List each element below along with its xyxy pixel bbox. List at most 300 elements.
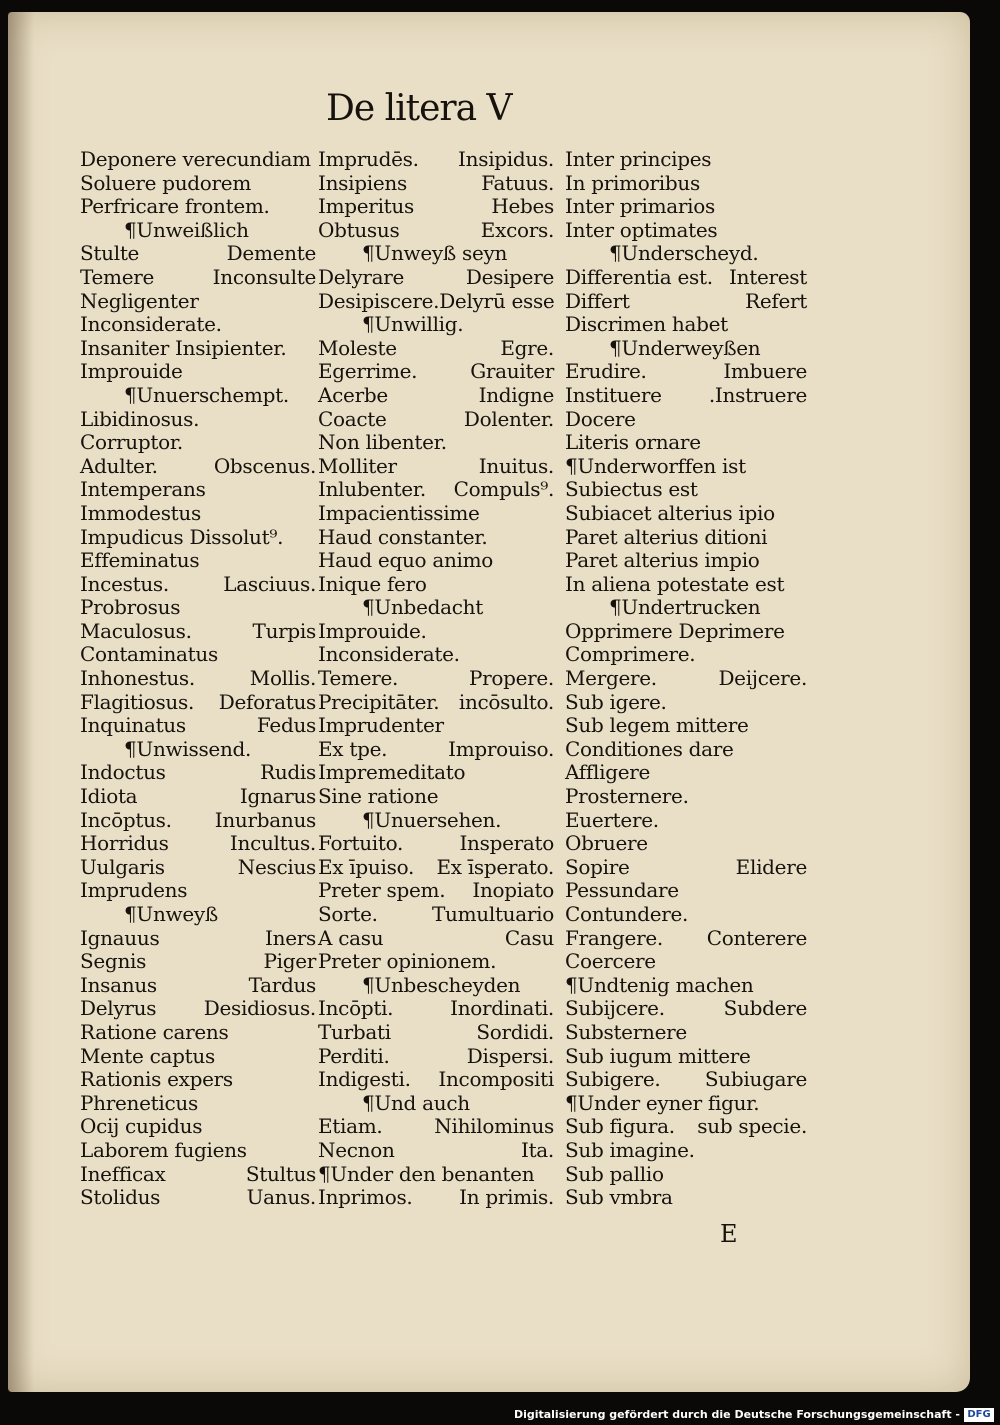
word: Indigne — [478, 382, 554, 407]
text-line — [318, 620, 554, 644]
text-line — [565, 620, 807, 644]
text-line — [318, 408, 554, 432]
word: Inopiato — [472, 878, 554, 903]
text-line — [80, 927, 316, 951]
word: Nihilominus — [434, 1114, 554, 1139]
word: Turpis — [252, 618, 316, 643]
word: Deforatus — [218, 689, 316, 714]
word: Insaniter Insipienter. — [80, 335, 287, 360]
text-line — [318, 667, 554, 691]
text-line — [565, 195, 807, 219]
word: Ex īsperato. — [436, 854, 554, 879]
text-line — [80, 1092, 316, 1116]
text-line — [80, 360, 316, 384]
digitization-credit: Digitalisierung gefördert durch die Deutsche Forschungsgemeinschaft - — [513, 1408, 960, 1421]
text-line — [318, 1115, 554, 1139]
word: Paret alterius ditioni — [565, 524, 768, 549]
word: Preter spem. — [318, 878, 446, 903]
word: Inefficax — [80, 1161, 166, 1186]
text-line — [318, 1045, 554, 1069]
word: Inlubenter. — [318, 477, 426, 502]
word: A casu — [318, 925, 384, 950]
word: Desidiosus. — [203, 996, 316, 1021]
word: Inordinati. — [450, 996, 554, 1021]
word: Differt — [565, 288, 630, 313]
text-line — [565, 950, 807, 974]
text-line — [318, 1068, 554, 1092]
word: Dolenter. — [463, 406, 554, 431]
word: Inuitus. — [478, 453, 554, 478]
text-line — [565, 832, 807, 856]
word: Segnis — [80, 949, 147, 974]
word: ¶Unweißlich — [124, 217, 249, 242]
text-line — [80, 761, 316, 785]
text-line — [318, 337, 554, 361]
word: ¶Und auch — [362, 1090, 470, 1115]
word: Libidinosus. — [80, 406, 200, 431]
text-line — [318, 856, 554, 880]
word: Non libenter. — [318, 430, 447, 455]
section-heading — [318, 809, 554, 833]
word: Imbuere — [723, 359, 807, 384]
word: sub specie. — [697, 1114, 807, 1139]
word: Stolidus — [80, 1185, 161, 1210]
text-line — [318, 643, 554, 667]
word: Insipidus. — [458, 147, 554, 171]
text-line — [318, 455, 554, 479]
text-line — [318, 997, 554, 1021]
text-line — [565, 856, 807, 880]
word: Stultus — [245, 1161, 316, 1186]
word: Precipitāter. — [318, 689, 440, 714]
text-line — [565, 313, 807, 337]
dfg-logo: DFG — [964, 1408, 994, 1422]
word: Subigere. — [565, 1067, 661, 1092]
text-line — [318, 195, 554, 219]
word: Coacte — [318, 406, 387, 431]
word: Inhonestus. — [80, 666, 195, 691]
word: In aliena potestate est — [565, 571, 785, 596]
word: Opprimere Deprimere — [565, 618, 785, 643]
word: ¶Unwissend. — [124, 736, 252, 761]
text-column-middle — [318, 148, 554, 1210]
word: Sorte. — [318, 902, 378, 926]
section-heading — [80, 738, 316, 762]
word: Deijcere. — [718, 666, 807, 691]
text-line — [80, 431, 316, 455]
word: Intemperans — [80, 477, 206, 502]
word: Casu — [504, 925, 554, 950]
word: Elidere — [735, 854, 807, 879]
word: Substernere — [565, 1019, 687, 1044]
text-line — [318, 502, 554, 526]
text-line — [565, 219, 807, 243]
text-line — [565, 1139, 807, 1163]
word: Contundere. — [565, 902, 689, 926]
word: In primoribus — [565, 170, 700, 195]
section-heading — [565, 337, 807, 361]
word: Ita. — [520, 1137, 554, 1162]
text-line — [80, 526, 316, 550]
section-heading — [318, 313, 554, 337]
word: Sopire — [565, 854, 630, 879]
word: Docere — [565, 406, 636, 431]
word: ¶Underworffen ist — [565, 453, 746, 478]
word: Obtusus — [318, 217, 400, 242]
text-line — [80, 1186, 316, 1210]
word: Interest — [729, 264, 807, 289]
word: Desipere — [465, 264, 554, 289]
word: Fortuito. — [318, 831, 404, 856]
word: ¶Underweyßen — [609, 335, 761, 360]
word: Inconsiderate. — [80, 312, 222, 337]
text-line — [80, 242, 316, 266]
text-line — [565, 643, 807, 667]
word: Inique fero — [318, 571, 427, 596]
word: Imprudens — [80, 878, 188, 903]
text-line — [565, 526, 807, 550]
text-line — [80, 856, 316, 880]
word: Ex īpuiso. — [318, 854, 415, 879]
section-heading — [80, 903, 316, 927]
word: Iners — [265, 925, 316, 950]
text-line — [318, 526, 554, 550]
word: Comprimere. — [565, 642, 696, 667]
text-line — [565, 997, 807, 1021]
word: Conditiones dare — [565, 736, 734, 761]
word: Soluere pudorem — [80, 170, 251, 195]
word: Demente — [226, 241, 316, 266]
word: Acerbe — [318, 382, 388, 407]
text-line — [565, 266, 807, 290]
word: ¶Under eyner figur. — [565, 1090, 760, 1115]
text-line — [565, 785, 807, 809]
section-heading — [565, 242, 807, 266]
word: Molliter — [318, 453, 397, 478]
word: Coercere — [565, 949, 656, 974]
text-line — [80, 337, 316, 361]
word: Delyrū esse — [439, 288, 555, 313]
word: Mollis. — [249, 666, 316, 691]
text-line — [80, 1163, 316, 1187]
word: Egre. — [500, 335, 554, 360]
text-line — [318, 172, 554, 196]
text-line — [318, 549, 554, 573]
text-line — [565, 1186, 807, 1210]
word: Piger — [263, 949, 316, 974]
text-line — [565, 667, 807, 691]
text-column-left — [80, 148, 316, 1210]
word: Moleste — [318, 335, 397, 360]
text-line — [565, 927, 807, 951]
word: ¶Unbescheyden — [362, 972, 521, 997]
text-line — [80, 313, 316, 337]
word: Literis ornare — [565, 430, 701, 455]
word: Delyrus — [80, 996, 157, 1021]
word: Incultus. — [229, 831, 316, 856]
word: Maculosus. — [80, 618, 192, 643]
word: Improuide. — [318, 618, 427, 643]
word: Ignarus — [239, 784, 316, 809]
text-line — [80, 290, 316, 314]
word: Temere. — [318, 666, 399, 691]
word: ¶Unuerschempt. — [124, 382, 289, 407]
text-line — [80, 620, 316, 644]
text-line — [80, 478, 316, 502]
word: Subijcere. — [565, 996, 665, 1021]
word: ¶Unweyß seyn — [362, 241, 508, 266]
text-line — [80, 195, 316, 219]
word: Negligenter — [80, 288, 199, 313]
word: Inprimos. — [318, 1185, 413, 1210]
text-line — [80, 691, 316, 715]
word: Insipiens — [318, 170, 407, 195]
word: Impremeditato — [318, 760, 466, 785]
text-line — [318, 148, 554, 172]
word: Turbati — [318, 1019, 391, 1044]
word: Paret alterius impio — [565, 548, 760, 573]
text-line — [565, 809, 807, 833]
text-line — [80, 596, 316, 620]
text-line — [565, 290, 807, 314]
text-line — [318, 360, 554, 384]
word: Laborem fugiens — [80, 1137, 247, 1162]
word: Incōpti. — [318, 996, 394, 1021]
word: Necnon — [318, 1137, 395, 1162]
word: Imperitus — [318, 194, 414, 219]
word: Inurbanus — [214, 807, 316, 832]
text-line — [318, 714, 554, 738]
word: Inquinatus — [80, 713, 186, 738]
word: Sordidi. — [476, 1019, 554, 1044]
word: Uulgaris — [80, 854, 165, 879]
word: Euertere. — [565, 807, 659, 832]
word: Subdere — [723, 996, 807, 1021]
word: Insanus — [80, 972, 157, 997]
text-line — [318, 478, 554, 502]
word: Ex tpe. — [318, 736, 388, 761]
text-line — [80, 832, 316, 856]
word: Rationis expers — [80, 1067, 233, 1092]
text-line — [80, 1115, 316, 1139]
word: Tumultuario — [431, 902, 554, 926]
text-line — [80, 879, 316, 903]
text-line — [80, 266, 316, 290]
text-line — [318, 691, 554, 715]
word: Conterere — [706, 925, 807, 950]
word: Rudis — [260, 760, 316, 785]
word: Differentia est. — [565, 264, 713, 289]
text-line — [565, 1163, 807, 1187]
section-heading — [80, 219, 316, 243]
text-line — [565, 148, 807, 172]
text-line — [318, 266, 554, 290]
word: Indoctus — [80, 760, 166, 785]
word: Inter principes — [565, 147, 712, 171]
text-line — [80, 667, 316, 691]
word: Frangere. — [565, 925, 663, 950]
text-line — [80, 974, 316, 998]
text-line — [565, 478, 807, 502]
section-heading — [318, 974, 554, 998]
word: Prosternere. — [565, 784, 689, 809]
text-line — [318, 1163, 554, 1187]
text-line — [80, 1068, 316, 1092]
word: Improuide — [80, 359, 183, 384]
text-line — [318, 1139, 554, 1163]
word: Refert — [745, 288, 807, 313]
word: Instituere — [565, 382, 662, 407]
word: Ignauus — [80, 925, 160, 950]
word: Probrosus — [80, 595, 181, 620]
word: Hebes — [491, 194, 554, 219]
word: Discrimen habet — [565, 312, 728, 337]
text-line — [565, 360, 807, 384]
section-heading — [318, 1092, 554, 1116]
word: Egerrime. — [318, 359, 418, 384]
word: Inconsiderate. — [318, 642, 460, 667]
word: Impacientissime — [318, 500, 480, 525]
text-line — [565, 1092, 807, 1116]
word: ¶Under den benanten — [318, 1161, 535, 1186]
text-line — [565, 879, 807, 903]
word: Sub figura. — [565, 1114, 675, 1139]
word: Flagitiosus. — [80, 689, 195, 714]
text-line — [80, 997, 316, 1021]
text-line — [565, 903, 807, 927]
word: Improuiso. — [448, 736, 554, 761]
word: Grauiter — [470, 359, 554, 384]
word: Erudire. — [565, 359, 647, 384]
text-line — [318, 832, 554, 856]
section-heading — [565, 596, 807, 620]
word: Preter opinionem. — [318, 949, 497, 974]
word: Nescius — [237, 854, 316, 879]
text-line — [318, 431, 554, 455]
section-heading — [318, 242, 554, 266]
text-line — [318, 290, 554, 314]
word: Imprudēs. — [318, 147, 419, 171]
word: Obscenus. — [213, 453, 316, 478]
text-line — [80, 573, 316, 597]
word: Uanus. — [246, 1185, 316, 1210]
text-line — [80, 455, 316, 479]
text-line — [80, 714, 316, 738]
word: Indigesti. — [318, 1067, 411, 1092]
word: Insperato — [459, 831, 554, 856]
text-line — [318, 903, 554, 927]
word: ¶Unbedacht — [362, 595, 483, 620]
word: Affligere — [565, 760, 651, 785]
word: Immodestus — [80, 500, 201, 525]
word: ¶Underscheyd. — [609, 241, 759, 266]
text-line — [80, 643, 316, 667]
word: ¶Undertrucken — [609, 595, 761, 620]
text-line — [80, 148, 316, 172]
text-line — [318, 573, 554, 597]
word: Inter primarios — [565, 194, 715, 219]
word: Corruptor. — [80, 430, 183, 455]
word: Incōptus. — [80, 807, 172, 832]
text-line — [80, 502, 316, 526]
word: Phreneticus — [80, 1090, 198, 1115]
word: Subiacet alterius ipio — [565, 500, 775, 525]
text-line — [565, 1021, 807, 1045]
text-line — [318, 738, 554, 762]
word: ¶Undtenig machen — [565, 972, 754, 997]
word: Impudicus Dissolut⁹. — [80, 524, 284, 549]
word: .Instruere — [708, 382, 807, 407]
text-line — [565, 714, 807, 738]
text-line — [565, 502, 807, 526]
word: Delyrare — [318, 264, 405, 289]
word: Idiota — [80, 784, 138, 809]
text-line — [565, 691, 807, 715]
text-line — [565, 573, 807, 597]
text-line — [80, 809, 316, 833]
word: Stulte — [80, 241, 140, 266]
text-line — [565, 172, 807, 196]
text-line — [565, 761, 807, 785]
word: Mergere. — [565, 666, 657, 691]
text-line — [565, 431, 807, 455]
text-line — [565, 1045, 807, 1069]
page-header: De litera V — [326, 88, 512, 129]
word: Imprudenter — [318, 713, 444, 738]
text-line — [80, 1045, 316, 1069]
word: Tardus — [248, 972, 316, 997]
word: Obruere — [565, 831, 648, 856]
word: Pessundare — [565, 878, 679, 903]
word: Subiugare — [704, 1067, 807, 1092]
word: incōsulto. — [458, 689, 554, 714]
word: ¶Unweyß — [124, 902, 218, 926]
word: Effeminatus — [80, 548, 200, 573]
word: Contaminatus — [80, 642, 218, 667]
text-line — [565, 455, 807, 479]
word: Excors. — [480, 217, 554, 242]
text-line — [80, 408, 316, 432]
word: Sub igere. — [565, 689, 667, 714]
signature-mark: E — [720, 1220, 738, 1248]
text-line — [318, 761, 554, 785]
word: Mente captus — [80, 1043, 215, 1068]
word: Sub legem mittere — [565, 713, 749, 738]
word: Fatuus. — [481, 170, 554, 195]
word: ¶Unwillig. — [362, 312, 464, 337]
section-heading — [318, 596, 554, 620]
text-line — [318, 879, 554, 903]
text-line — [565, 1068, 807, 1092]
text-line — [80, 1021, 316, 1045]
word: Incestus. — [80, 571, 169, 596]
text-line — [318, 927, 554, 951]
word: Inconsulte — [212, 264, 316, 289]
text-line — [318, 384, 554, 408]
word: Deponere verecundiam — [80, 147, 311, 171]
word: Sub pallio — [565, 1161, 664, 1186]
word: Dispersi. — [466, 1043, 554, 1068]
text-line — [318, 950, 554, 974]
text-line — [318, 785, 554, 809]
word: Adulter. — [80, 453, 158, 478]
text-line — [565, 549, 807, 573]
word: Compuls⁹. — [453, 477, 554, 502]
text-column-right — [565, 148, 807, 1210]
word: Inter optimates — [565, 217, 718, 242]
section-heading — [80, 384, 316, 408]
word: Ratione carens — [80, 1019, 229, 1044]
